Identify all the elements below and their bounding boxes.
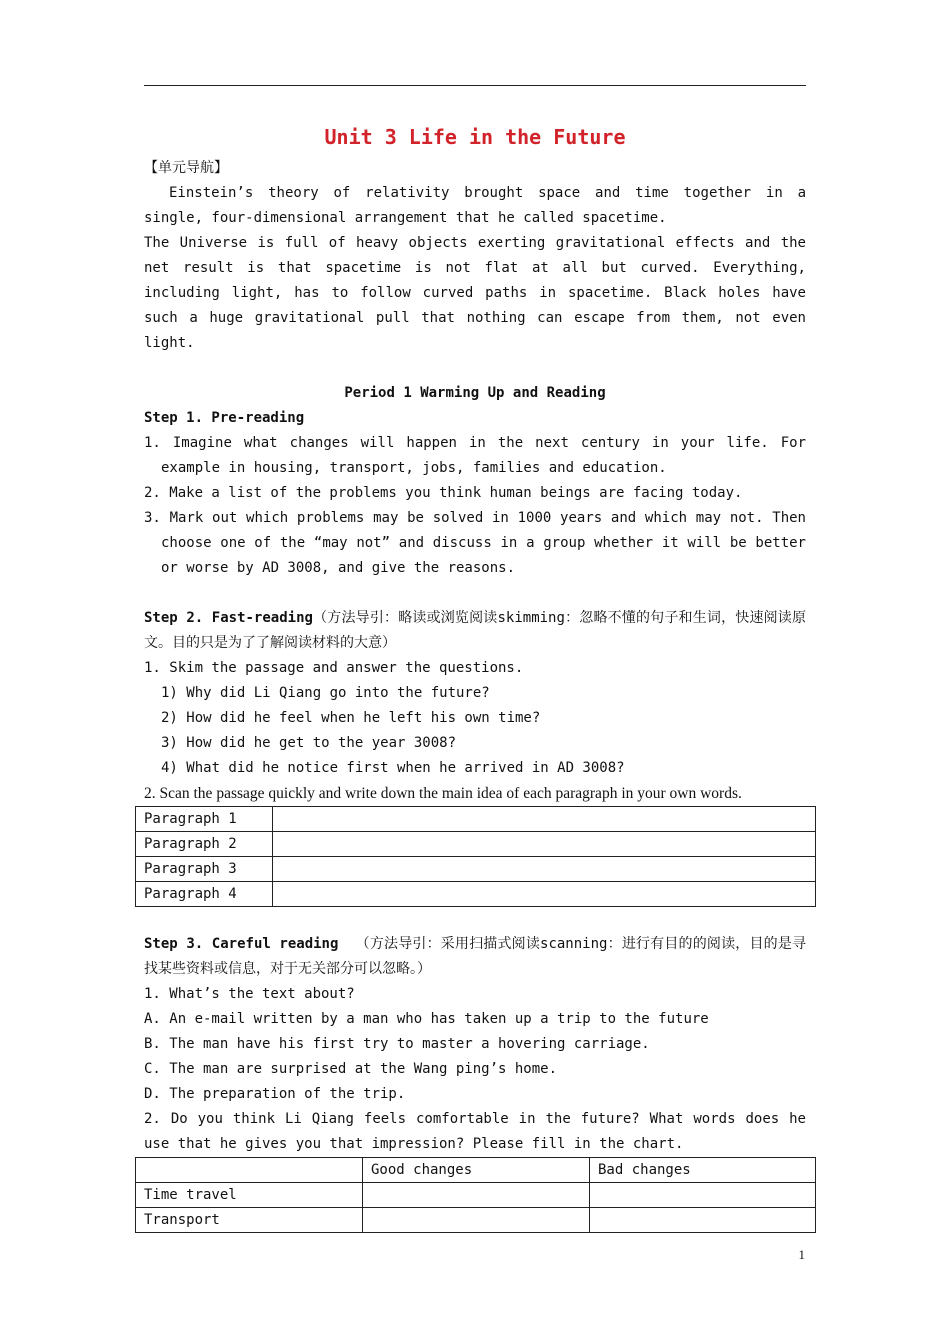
table-cell-label: Paragraph 4: [136, 882, 273, 907]
table-cell-label: Paragraph 1: [136, 807, 273, 832]
step3-option: A. An e-mail written by a man who has taken up a trip to the future: [144, 1011, 709, 1027]
table-cell-answer[interactable]: [363, 1208, 590, 1233]
table-cell-label: Transport: [136, 1208, 363, 1233]
step2-subquestion: 1) Why did Li Qiang go into the future?: [161, 685, 490, 701]
table-cell-answer[interactable]: [273, 807, 816, 832]
header-cell-good: Good changes: [363, 1158, 590, 1183]
header-cell-empty: [136, 1158, 363, 1183]
step3-heading-line: [144, 932, 806, 982]
step3-option: B. The man have his first try to master a hovering carriage.: [144, 1036, 650, 1052]
period-heading: Period 1 Warming Up and Reading: [344, 385, 606, 401]
step2-subquestion: 3) How did he get to the year 3008?: [161, 735, 457, 751]
step3-question-2: 2. Do you think Li Qiang feels comfortable in the future? What words does he use that he gives you that impression? Please fill in the chart.: [144, 1111, 806, 1152]
step2-heading: Step 2. Fast-reading: [144, 610, 313, 626]
table-cell-label: Paragraph 2: [136, 832, 273, 857]
intro-paragraph-2: The Universe is full of heavy objects exerting gravitational effects and the net result is that spacetime is not flat at all but curved. Everything, including light, has to follow curved paths in spacetime. Black holes have such a huge gravitational pull that nothing can escape from them, not even light.: [144, 235, 806, 351]
table-row: [136, 832, 816, 857]
table-cell-answer[interactable]: [273, 882, 816, 907]
step3-heading: Step 3. Careful reading: [144, 936, 339, 952]
table-row: [136, 807, 816, 832]
table-cell-answer[interactable]: [590, 1208, 816, 1233]
table-cell-label: Paragraph 3: [136, 857, 273, 882]
table-cell-answer[interactable]: [590, 1183, 816, 1208]
table-cell-answer[interactable]: [273, 857, 816, 882]
page-title: Unit 3 Life in the Future: [324, 125, 626, 149]
table-cell-label: Time travel: [136, 1183, 363, 1208]
step2-heading-line: [144, 606, 806, 656]
step1-heading: Step 1. Pre-reading: [144, 410, 305, 426]
step1-item: 3. Mark out which problems may be solved in 1000 years and which may not. Then choose one of the “may not” and discuss in a group whether it will be better or worse by AD 3008, and give the reasons.: [144, 510, 806, 576]
changes-chart: [135, 1157, 816, 1233]
unit-nav-heading: 【单元导航】: [144, 160, 228, 176]
step1-item: 1. Imagine what changes will happen in the next century in your life. For example in housing, transport, jobs, families and education.: [144, 435, 806, 476]
header-rule: [144, 85, 806, 86]
step3-question-1: 1. What’s the text about?: [144, 986, 355, 1002]
page-number: 1: [798, 1247, 805, 1262]
table-row: [136, 1208, 816, 1233]
header-cell-bad: Bad changes: [590, 1158, 816, 1183]
table-cell-answer[interactable]: [273, 832, 816, 857]
step2-subquestion: 4) What did he notice first when he arrived in AD 3008?: [161, 760, 625, 776]
intro-paragraph-1: Einstein’s theory of relativity brought space and time together in a single, four-dimensional arrangement that he called spacetime.: [144, 185, 806, 226]
step2-question-1: 1. Skim the passage and answer the questions.: [144, 660, 524, 676]
step2-question-2: 2. Scan the passage quickly and write down the main idea of each paragraph in your own words.: [144, 785, 742, 802]
table-row: [136, 857, 816, 882]
document-page: [144, 118, 806, 1233]
table-header-row: [136, 1158, 816, 1183]
paragraph-table: [135, 806, 816, 907]
table-cell-answer[interactable]: [363, 1183, 590, 1208]
table-row: [136, 882, 816, 907]
table-row: [136, 1183, 816, 1208]
step2-note: （方法导引：略读或浏览阅读skimming：忽略不懂的句子和生词，快速阅读原文。目的只是为了了解阅读材料的大意）: [144, 610, 806, 651]
step3-option: D. The preparation of the trip.: [144, 1086, 406, 1102]
step2-subquestion: 2) How did he feel when he left his own time?: [161, 710, 541, 726]
step3-note: （方法导引：采用扫描式阅读scanning：进行有目的的阅读，目的是寻找某些资料或信息，对于无关部分可以忽略。）: [144, 936, 807, 977]
step1-item: 2. Make a list of the problems you think human beings are facing today.: [144, 485, 743, 501]
step3-option: C. The man are surprised at the Wang ping’s home.: [144, 1061, 558, 1077]
